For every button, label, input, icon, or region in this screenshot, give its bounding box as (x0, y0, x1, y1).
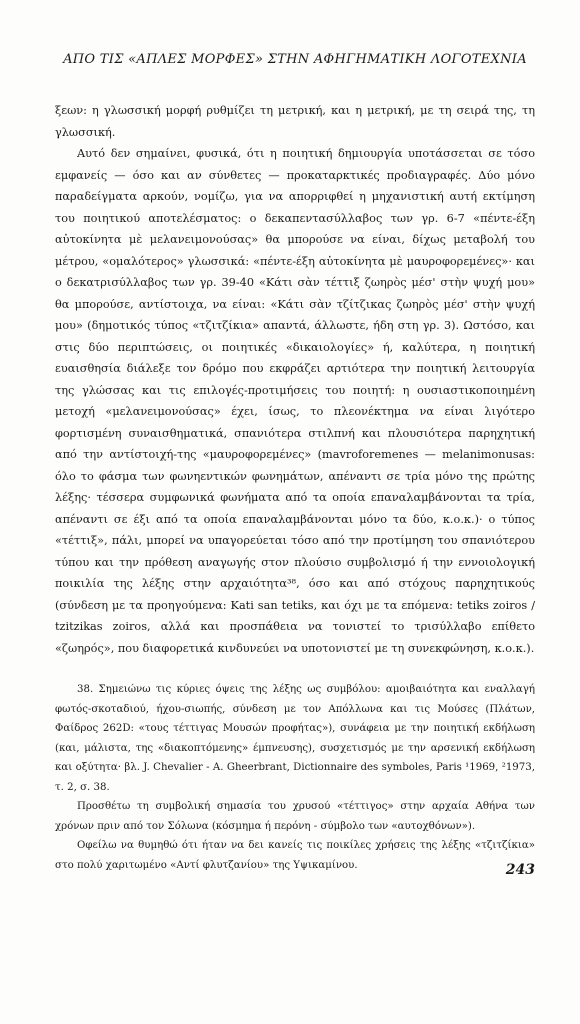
running-header: ΑΠΟ ΤΙΣ «ΑΠΛΕΣ ΜΟΡΦΕΣ» ΣΤΗΝ ΑΦΗΓΗΜΑΤΙΚΗ ΛΟΓΟΤΕΧΝΙΑ (63, 52, 527, 67)
footnote: Προσθέτω τη συμβολική σημασία του χρυσού «τέττιγος» στην αρχαία Αθήνα των χρόνων πριν από τον Σόλωνα (κόσμημα ή περόνη - σύμβολο των «αυτοχθόνων»). (55, 801, 535, 832)
paragraph: ξεων: η γλωσσική μορφή ρυθμίζει τη μετρική, και η μετρική, με τη σειρά της, τη γλωσσική. (55, 104, 535, 139)
main-text (55, 100, 535, 659)
footnote: Οφείλω να θυμηθώ ότι ήταν να δει κανείς τις ποικίλες χρήσεις της λέξης «τζιτζίκια» στο πολύ χαριτωμένο «Αντί φλυτζανίου» της Υψικαμίνου. (55, 840, 535, 871)
page-number: 243 (505, 862, 535, 878)
footnote: 38. Σημειώνω τις κύριες όψεις της λέξης ως συμβόλου: αμοιβαιότητα και εναλλαγή φωτός-σκοταδιού, ήχου-σιωπής, σύνδεση με τον Απόλλωνα και τις Μούσες (Πλάτων, Φαίδρος 262D: «τους τέττιγας Μουσών προφήτας»), συνάφεια με την ποιητική εκδήλωση (και, μάλιστα, της «διακοπτόμενης» έμπνευσης), συσχετισμός με την αρσενική εκδήλωση και οξύτητα· βλ. J. Chevalier - A. Gheerbrant, Dictionnaire des symboles, Paris ¹1969, ²1973, τ. 2, σ. 38. (55, 684, 535, 793)
footnotes (55, 680, 535, 875)
paragraph: Αυτό δεν σημαίνει, φυσικά, ότι η ποιητική δημιουργία υποτάσσεται σε τόσο εμφανείς — όσο και αν σύνθετες — προκαταρκτικές προδιαγραφές. Δύο μόνο παραδείγματα αρκούν, νομίζω, για να απορριφθεί η μηχανιστική αυτή εκτίμηση του ποιητικού αποτελέσματος: ο δεκαπεντασύλλαβος των γρ. 6-7 «πέντε-έξη αὐτοκίνητα μὲ μελανειμονούσας» θα μπορούσε να είναι, δίχως μεταβολή του μέτρου, «ομαλότερος» γλωσσικά: «πέντε-έξη αὐτοκίνητα μὲ μαυροφορεμένες»· και ο δεκατρισύλλαβος των γρ. 39-40 «Κάτι σὰν τέττιξ ζωηρὸς μέσ' στὴν ψυχή μου» θα μπορούσε, αντίστοιχα, να είναι: «Κάτι σὰν τζίτζικας ζωηρὸς μέσ' στὴν ψυχή μου» (δημοτικός τύπος «τζιτζίκια» απαντά, άλλωστε, ήδη στη γρ. 3). Ωστόσο, και στις δύο περιπτώσεις, οι ποιητικές «δικαιολογίες» ή, καλύτερα, η ποιητική ευαισθησία διάλεξε τον δρόμο που εκφράζει αρτιότερα την ποιητική λειτουργία της γλώσσας και τις επιλογές-προτιμήσεις του ποιητή: η ουσιαστικοποιημένη μετοχή «μελανειμονούσας» έχει, ίσως, το πλεονέκτημα να είναι λιγότερο φορτισμένη συναισθηματικά, σπανιότερα στιλπνή και πλουσιότερα παρηχητική από την αντίστοιχή-της «μαυροφορεμένες» (mavroforemenes — melanimonusas: όλο το φάσμα των φωνηεντικών φωνημάτων, απέναντι σε τρία μόνο της πρώτης λέξης· τέσσερα συμφωνικά φωνήματα από τα οποία επαναλαμβάνονται τα τρία, απέναντι σε έξι από τα οποία επαναλαμβάνονται μόνο τα δύο, κ.ο.κ.)· ο τύπος «τέττιξ», πάλι, μπορεί να υπαγορεύεται τόσο από την προτίμηση του σπανιότερου τύπου και την πρόθεση αναγωγής στον πλούσιο συμβολισμό ή την εννοιολογική ποικιλία της λέξης στην αρχαιότητα³⁸, όσο και από στόχους παρηχητικούς (σύνδεση με τα προηγούμενα: Kati san tetiks, και όχι με τα επόμενα: tetiks zoiros / tzitzikas zoiros, αλλά και προσπάθεια να τονιστεί το τρισύλλαβο επίθετο «ζωηρός», που διαφορετικά κινδυνεύει να υποτονιστεί με τη συνεκφώνηση, κ.ο.κ.). (55, 147, 535, 655)
